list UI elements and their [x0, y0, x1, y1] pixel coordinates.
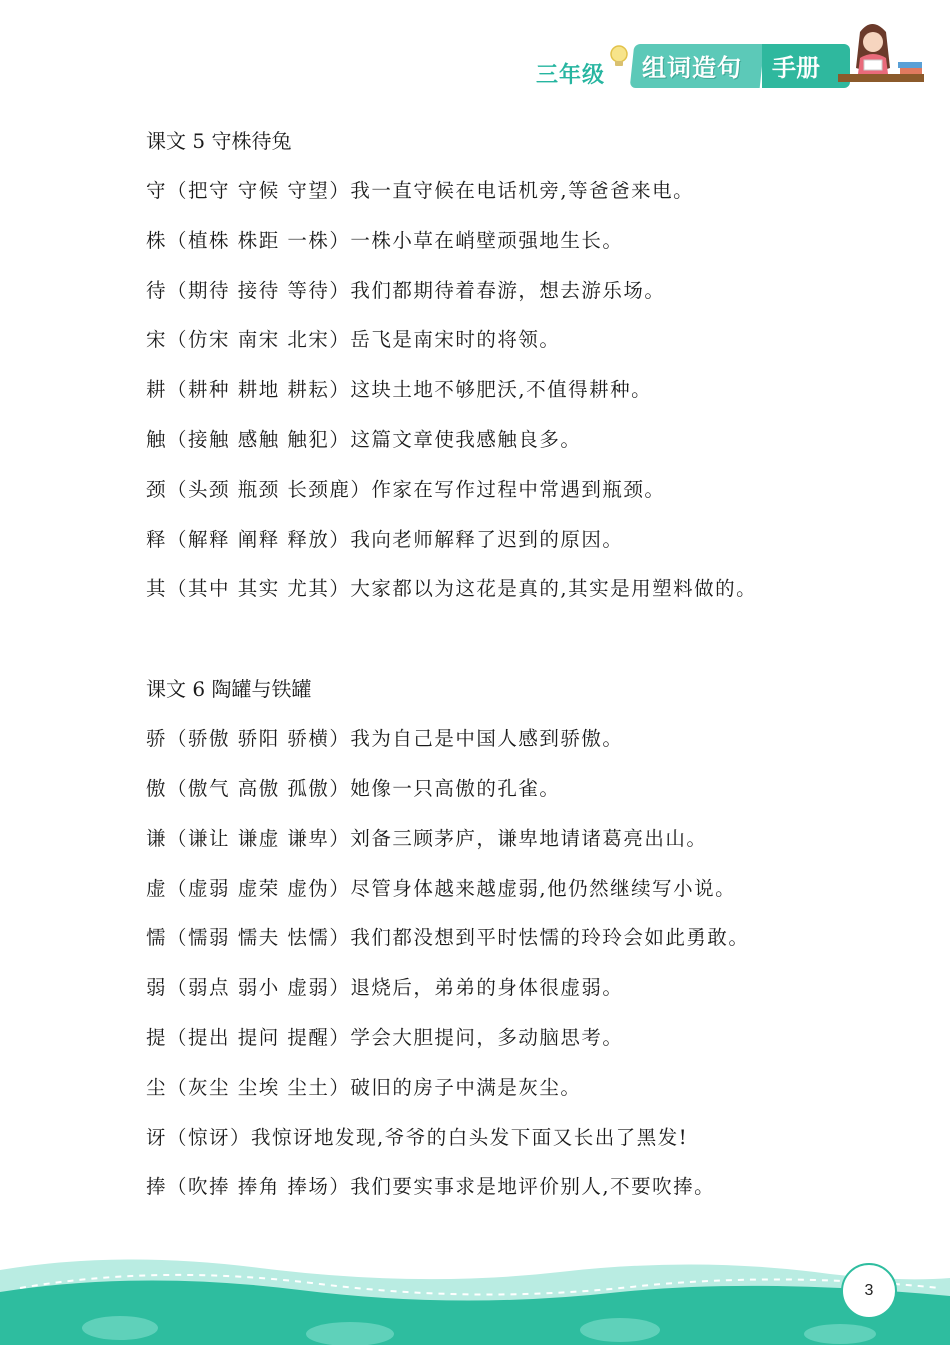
word-sentence-line: 懦（懦弱 懦夫 怯懦）我们都没想到平时怯懦的玲玲会如此勇敢。 — [146, 926, 750, 950]
word-sentence-line: 守（把守 守候 守望）我一直守候在电话机旁,等爸爸来电。 — [146, 179, 695, 202]
footer-wave-decoration — [0, 1230, 950, 1345]
handbook-title: 组词造句 — [642, 54, 742, 82]
word-sentence-line: 捧（吹捧 捧角 捧场）我们要实事求是地评价别人,不要吹捧。 — [146, 1175, 716, 1199]
word-sentence-line: 虚（虚弱 虚荣 虚伪）尽管身体越来越虚弱,他仍然继续写小说。 — [146, 876, 737, 900]
word-sentence-line: 谦（谦让 谦虚 谦卑）刘备三顾茅庐，谦卑地请诸葛亮出山。 — [146, 826, 708, 850]
main-content — [146, 124, 846, 1220]
girl-reading-illustration — [838, 18, 928, 90]
word-sentence-line: 释（解释 阐释 释放）我向老师解释了迟到的原因。 — [146, 527, 624, 551]
word-sentence-line: 触（接触 感触 触犯）这篇文章使我感触良多。 — [146, 427, 582, 451]
word-sentence-line: 耕（耕种 耕地 耕耘）这块土地不够肥沃,不值得耕种。 — [146, 378, 653, 402]
page-header — [0, 0, 950, 110]
word-sentence-line: 骄（骄傲 骄阳 骄横）我为自己是中国人感到骄傲。 — [146, 727, 624, 751]
handbook-subtitle: 手册 — [772, 54, 820, 82]
word-sentence-line: 其（其中 其实 尤其）大家都以为这花是真的,其实是用塑料做的。 — [146, 577, 758, 601]
section-title: 课文 5 守株待兔 — [146, 129, 292, 153]
grade-label: 三年级 — [536, 63, 606, 88]
word-sentence-line: 株（植株 株距 一株）一株小草在峭壁顽强地生长。 — [146, 228, 624, 252]
word-sentence-line: 颈（头颈 瓶颈 长颈鹿）作家在写作过程中常遇到瓶颈。 — [146, 477, 666, 501]
word-sentence-line: 提（提出 提问 提醒）学会大胆提问，多动脑思考。 — [146, 1025, 624, 1049]
word-sentence-line: 傲（傲气 高傲 孤傲）她像一只高傲的孔雀。 — [146, 776, 561, 800]
page-number: 3 — [841, 1263, 897, 1319]
word-sentence-line: 尘（灰尘 尘埃 尘土）破旧的房子中满是灰尘。 — [146, 1075, 582, 1099]
word-sentence-line: 宋（仿宋 南宋 北宋）岳飞是南宋时的将领。 — [146, 328, 561, 352]
section-title: 课文 6 陶罐与铁罐 — [146, 677, 312, 702]
lightbulb-icon — [608, 44, 630, 70]
word-sentence-line: 弱（弱点 弱小 虚弱）退烧后，弟弟的身体很虚弱。 — [146, 976, 624, 1000]
word-sentence-line: 待（期待 接待 等待）我们都期待着春游，想去游乐场。 — [146, 278, 666, 302]
word-sentence-line: 讶（惊讶）我惊讶地发现,爷爷的白头发下面又长出了黑发! — [146, 1125, 689, 1149]
